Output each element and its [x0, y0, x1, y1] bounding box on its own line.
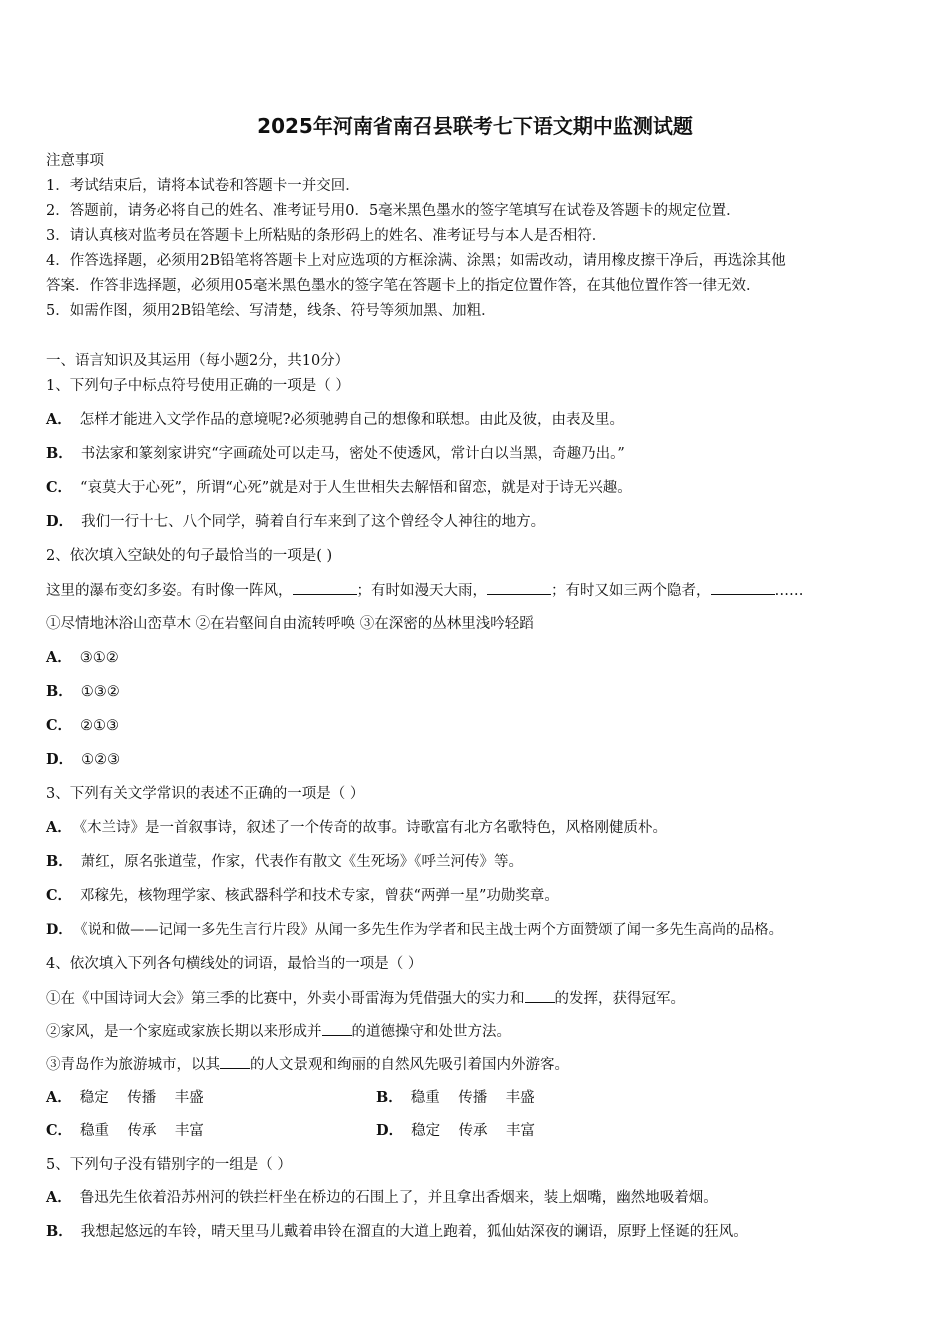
option-label: D． — [46, 513, 74, 530]
notice-item-3: 3．请认真核对监考员在答题卡上所粘贴的条形码上的姓名、准考证号与本人是否相符． — [46, 228, 607, 244]
option-label: B． — [376, 1089, 403, 1106]
option-label: B． — [46, 683, 73, 700]
option-text: 书法家和篆刻家讲究“字画疏处可以走马，密处不使透风，常计白以当黑，奇趣乃出。” — [80, 446, 625, 462]
option-label: A． — [46, 819, 72, 836]
option-label: B． — [46, 445, 73, 462]
option-text: 稳定 传播 丰盛 — [79, 1090, 204, 1106]
option-text: 怎样才能进入文学作品的意境呢?必须驰骋自己的想像和联想。由此及彼，由表及里。 — [79, 412, 625, 428]
option-text: 鲁迅先生依着沿苏州河的铁拦杆坐在桥边的石围上了，并且拿出香烟来，装上烟嘴，幽然地吸着烟。 — [79, 1190, 718, 1206]
question-5-stem: 5、下列句子没有错别字的一组是（ ） — [46, 1157, 292, 1173]
notice-item-4-cont: 答案．作答非选择题，必须用05毫米黑色墨水的签字笔在答题卡上的指定位置作答，在其他位置作答一律无效． — [46, 278, 761, 294]
question-4-options-row-2 — [46, 1121, 916, 1141]
sentence-part: ①在《中国诗词大会》第三季的比赛中，外卖小哥雷海为凭借强大的实力和 — [46, 991, 525, 1007]
question-2-passage — [46, 580, 916, 601]
question-3-option-c — [46, 886, 916, 906]
question-2-option-d — [46, 750, 916, 770]
question-3-stem: 3、下列有关文学常识的表述不正确的一项是（ ） — [46, 786, 365, 802]
notice-item-4: 4．作答选择题，必须用2B铅笔将答题卡上对应选项的方框涂满、涂黑；如需改动，请用橡皮擦干净后，再选涂其他 — [46, 253, 786, 269]
question-5-option-a — [46, 1188, 916, 1208]
question-1-option-a — [46, 410, 916, 430]
question-1-option-d — [46, 512, 916, 532]
question-4-option-c — [46, 1123, 204, 1139]
option-text: 我们一行十七、八个同学，骑着自行车来到了这个曾经令人神往的地方。 — [81, 514, 546, 530]
option-text: ③①② — [79, 650, 119, 666]
option-text: ①②③ — [81, 752, 121, 768]
sentence-part: 的人文景观和绚丽的自然风先吸引着国内外游客。 — [250, 1057, 569, 1073]
question-3-option-a — [46, 818, 916, 838]
passage-part: ；有时又如三两个隐者， — [551, 583, 711, 599]
notice-item-2: 2．答题前，请务必将自己的姓名、准考证号用0．5毫米黑色墨水的签字笔填写在试卷及答题卡的规定位置． — [46, 203, 741, 219]
question-4-option-a — [46, 1090, 204, 1106]
option-label: B． — [46, 1223, 73, 1240]
question-5-option-b — [46, 1222, 916, 1242]
option-text: 《说和做——记闻一多先生言行片段》从闻一多先生作为学者和民主战士两个方面赞颂了闻一多先生高尚的品格。 — [80, 922, 783, 938]
sentence-part: ③青岛作为旅游城市，以其 — [46, 1057, 220, 1073]
passage-part: ；有时如漫天大雨， — [356, 583, 487, 599]
answer-blank — [293, 580, 357, 595]
option-text: 邓稼先，核物理学家、核武器科学和技术专家，曾获“两弹一星”功勋奖章。 — [80, 888, 559, 904]
question-3-option-b — [46, 852, 916, 872]
question-4-sentence-2 — [46, 1021, 916, 1042]
option-text: 《木兰诗》是一首叙事诗，叙述了一个传奇的故事。诗歌富有北方名歌特色，风格刚健质朴。 — [79, 820, 668, 836]
question-4-options-row-1 — [46, 1088, 916, 1108]
option-label: C． — [46, 1122, 73, 1139]
question-1-option-b — [46, 444, 916, 464]
question-2-option-b — [46, 682, 916, 702]
question-4-stem: 4、依次填入下列各句横线处的词语，最恰当的一项是（ ） — [46, 956, 423, 972]
notice-heading: 注意事项 — [46, 153, 104, 169]
passage-part: …… — [774, 583, 804, 599]
option-text: 稳重 传承 丰富 — [80, 1123, 204, 1139]
answer-blank — [487, 580, 551, 595]
option-label: A． — [46, 649, 72, 666]
question-4-option-d — [376, 1121, 535, 1141]
question-4-sentence-3 — [46, 1054, 916, 1075]
question-4-sentence-1 — [46, 988, 916, 1009]
sentence-part: 的发挥，获得冠军。 — [554, 991, 685, 1007]
question-1-option-c — [46, 478, 916, 498]
option-text: 萧红，原名张道莹，作家，代表作有散文《生死场》《呼兰河传》等。 — [80, 854, 524, 870]
answer-blank — [525, 988, 555, 1003]
option-label: C． — [46, 887, 73, 904]
option-label: D． — [46, 922, 73, 938]
answer-blank — [322, 1021, 352, 1036]
question-1-stem: 1、下列句子中标点符号使用正确的一项是（ ） — [46, 378, 350, 394]
option-label: A． — [46, 411, 72, 428]
option-label: D． — [46, 751, 74, 768]
question-2-stem: 2、依次填入空缺处的句子最恰当的一项是( ) — [46, 548, 333, 564]
option-label: C． — [46, 479, 73, 496]
option-text: ①③② — [80, 684, 120, 700]
question-2-option-a — [46, 648, 916, 668]
exam-title: 2025年河南省南召县联考七下语文期中监测试题 — [257, 114, 693, 138]
option-text: ②①③ — [80, 718, 120, 734]
notice-item-1: 1．考试结束后，请将本试卷和答题卡一并交回． — [46, 178, 360, 194]
option-text: 我想起悠远的车铃，晴天里马儿戴着串铃在溜直的大道上跑着，狐仙姑深夜的谰语，原野上怪诞的狂风。 — [80, 1224, 748, 1240]
sentence-part: 的道德操守和处世方法。 — [351, 1024, 511, 1040]
answer-blank — [711, 580, 775, 595]
option-label: A． — [46, 1089, 72, 1106]
section-heading: 一、语言知识及其运用（每小题2分，共10分） — [46, 353, 350, 369]
question-4-option-b — [376, 1088, 535, 1108]
question-3-option-d — [46, 920, 916, 940]
sentence-part: ②家风，是一个家庭或家族长期以来形成并 — [46, 1024, 322, 1040]
option-label: A． — [46, 1189, 72, 1206]
notice-item-5: 5．如需作图，须用2B铅笔绘、写清楚，线条、符号等须加黑、加粗． — [46, 303, 496, 319]
option-text: “哀莫大于心死”，所谓“心死”就是对于人生世相失去解悟和留恋，就是对于诗无兴趣。 — [80, 480, 632, 496]
question-2-option-c — [46, 716, 916, 736]
option-text: 稳重 传播 丰盛 — [410, 1090, 535, 1106]
option-text: 稳定 传承 丰富 — [411, 1123, 535, 1139]
option-label: B． — [46, 853, 73, 870]
passage-part: 这里的瀑布变幻多姿。有时像一阵风， — [46, 583, 293, 599]
option-label: D． — [376, 1122, 404, 1139]
question-2-choices: ①尽情地沐浴山峦草木 ②在岩壑间自由流转呼唤 ③在深密的丛林里浅吟轻蹈 — [46, 616, 534, 632]
answer-blank — [220, 1054, 250, 1069]
option-label: C． — [46, 717, 73, 734]
